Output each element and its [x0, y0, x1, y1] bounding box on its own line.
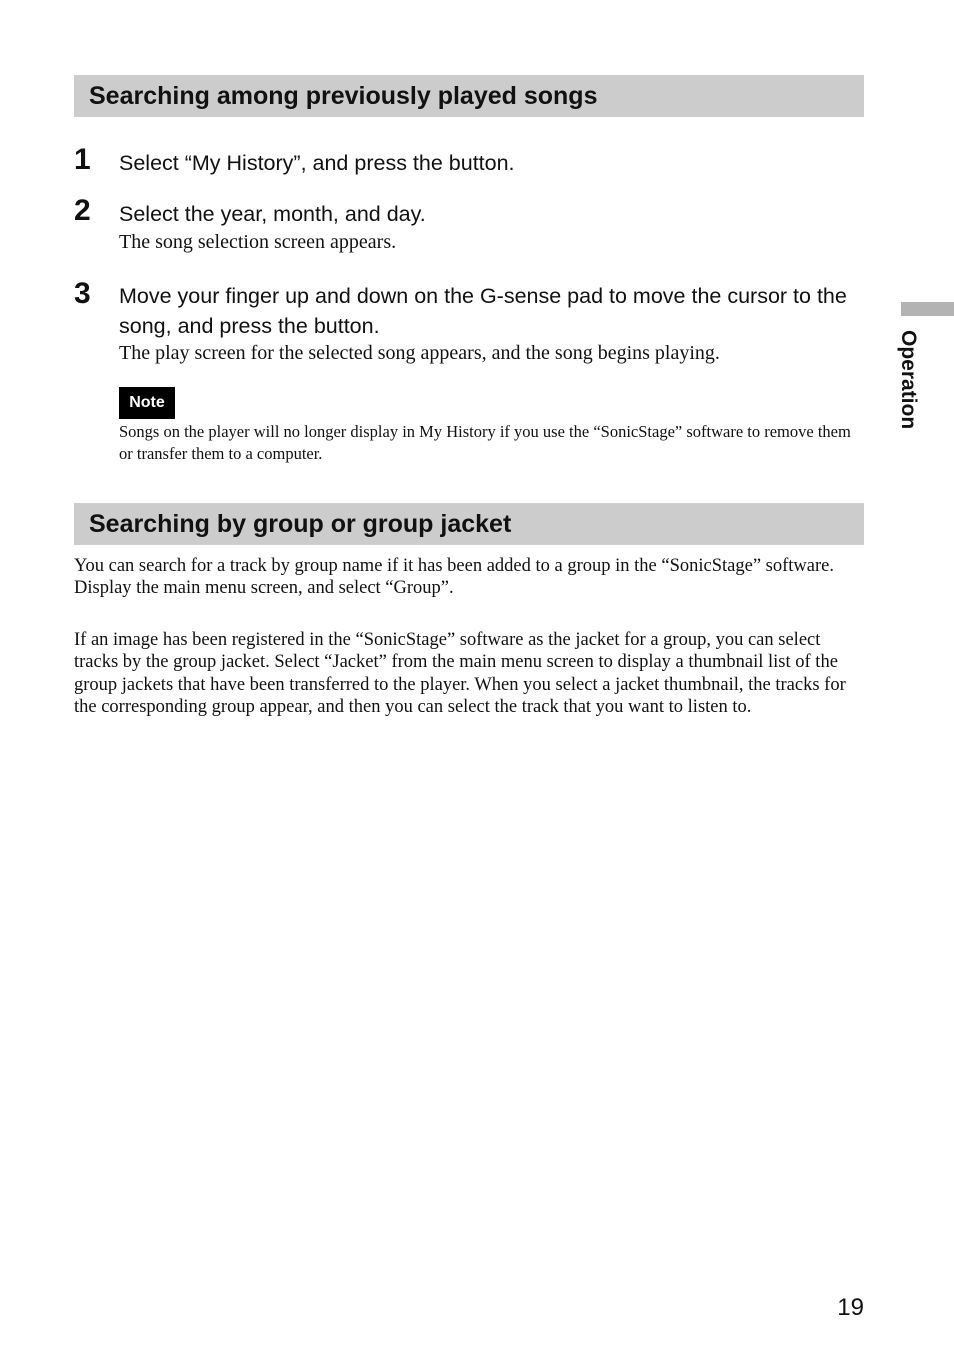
page-number: 19	[837, 1294, 864, 1321]
note-text: Songs on the player will no longer display in My History if you use the “SonicStage” software to remove them or transfer them to a computer.	[119, 422, 851, 463]
step-2-detail: The song selection screen appears.	[119, 231, 397, 253]
chapter-tab-marker	[901, 302, 954, 316]
step-number-3: 3	[74, 277, 91, 310]
step-number-2: 2	[74, 194, 91, 227]
note-badge: Note	[119, 387, 175, 419]
group-jacket-paragraph: If an image has been registered in the “SonicStage” software as the jacket for a group, you can select tracks by the group jacket. Select “Jacket” from the main menu screen to display a thumbnail list of the group jackets that have been transferred to the player. When you select a jacket thumbnail, the tracks for the corresponding group appear, and then you can select the track that you want to listen to.	[74, 630, 846, 717]
step-number-1: 1	[74, 143, 91, 176]
step-3-instruction: Move your finger up and down on the G-sense pad to move the cursor to the song, and press the button.	[119, 284, 847, 338]
step-2-instruction: Select the year, month, and day.	[119, 202, 426, 226]
section-heading-group-jacket: Searching by group or group jacket	[74, 503, 864, 545]
step-1-instruction: Select “My History”, and press the button.	[119, 151, 515, 175]
step-3-detail: The play screen for the selected song appears, and the song begins playing.	[119, 342, 720, 364]
section-heading-previously-played: Searching among previously played songs	[74, 75, 864, 117]
chapter-tab-label: Operation	[897, 330, 920, 430]
group-search-paragraph: You can search for a track by group name if it has been added to a group in the “SonicStage” software. Display the main menu screen, and select “Group”.	[74, 556, 834, 599]
